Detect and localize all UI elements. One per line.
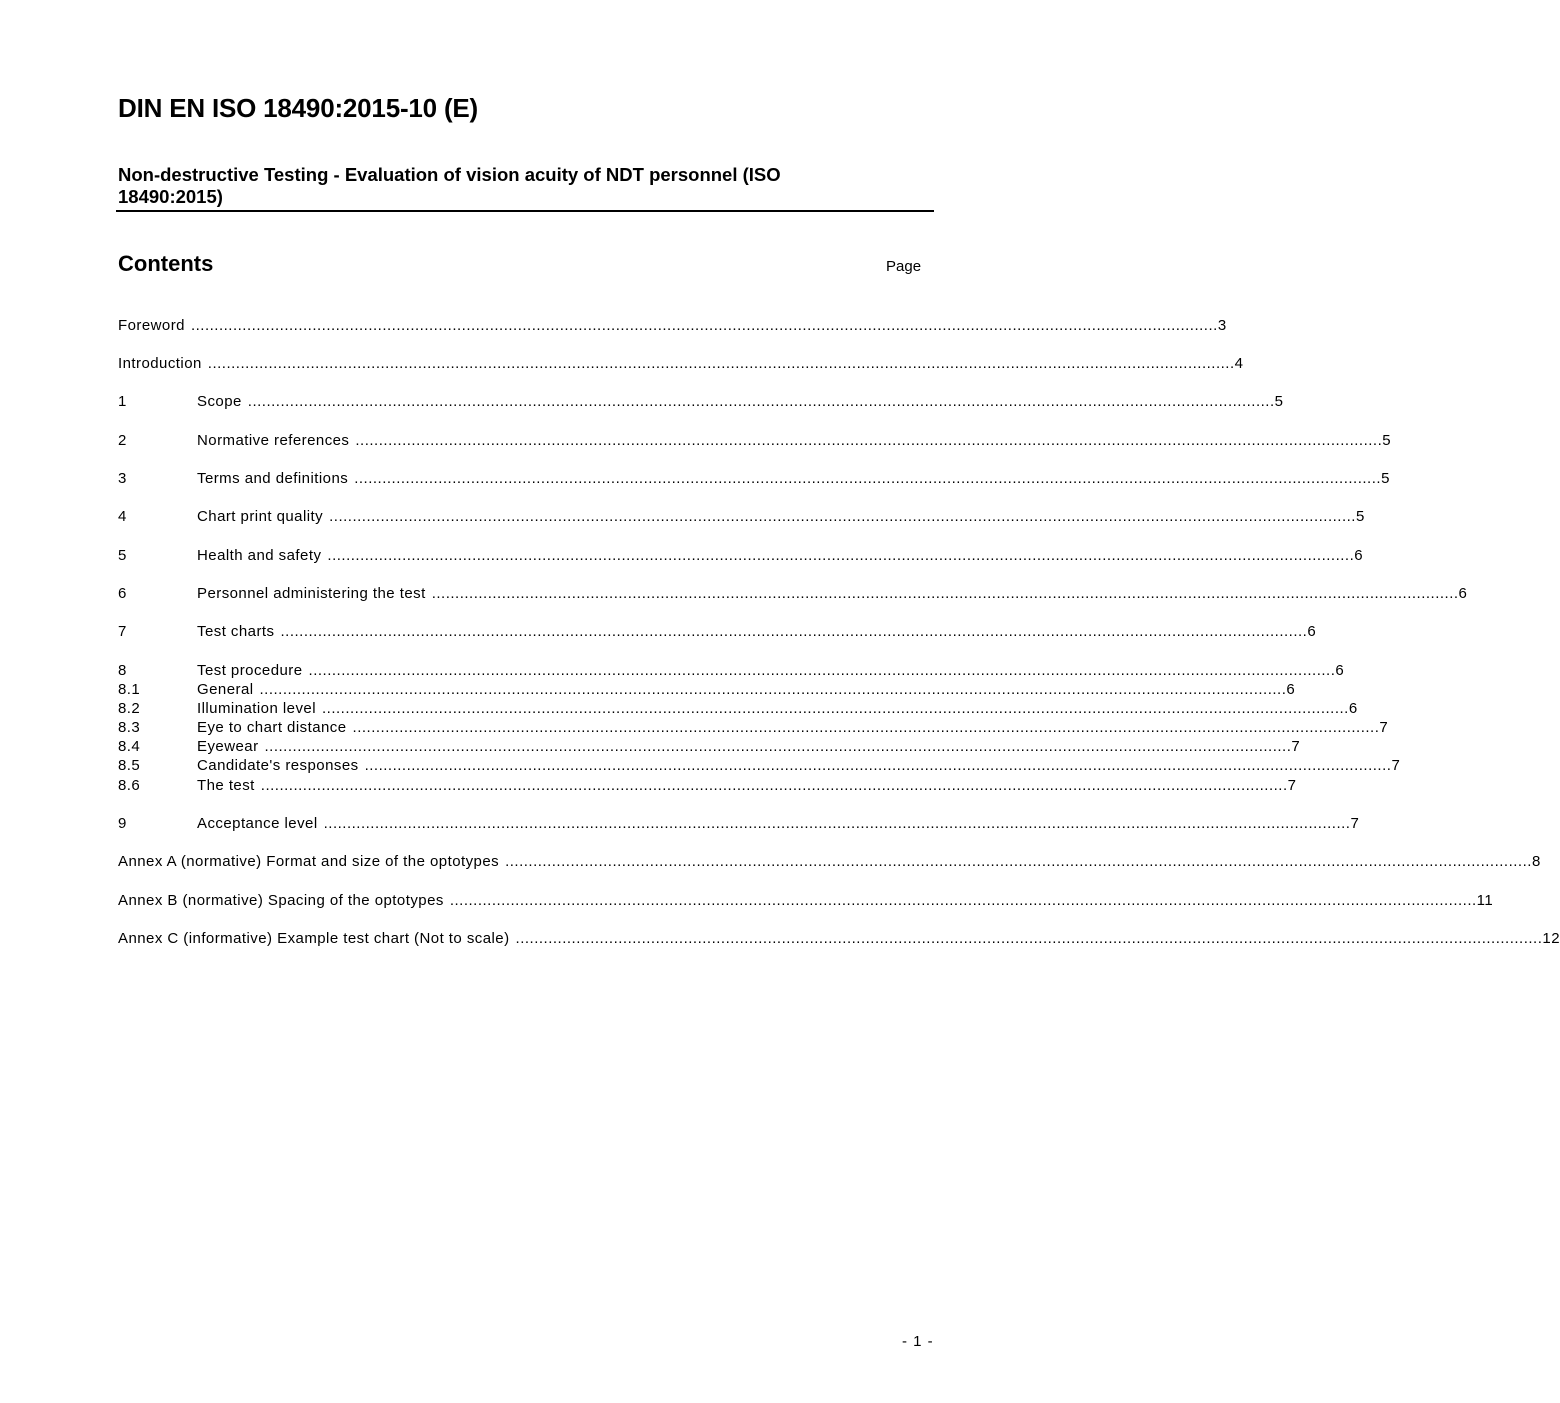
toc-entry-page: 4 bbox=[1234, 355, 1244, 372]
toc-dot-leader: ............................................................................................................................................................................................................................ bbox=[449, 892, 1477, 909]
toc-entry-number: 8.1 bbox=[118, 681, 141, 698]
toc-entry-title: Acceptance level bbox=[197, 815, 318, 832]
toc-entry-page: 7 bbox=[1291, 738, 1301, 755]
footer-page-number: - 1 - bbox=[902, 1333, 934, 1350]
toc-entry-title: Foreword bbox=[118, 317, 185, 334]
toc-entry-page: 12 bbox=[1542, 930, 1560, 947]
toc-entry-number: 8.2 bbox=[118, 700, 141, 717]
toc-entry[interactable] bbox=[118, 737, 1301, 756]
toc-entry-number: 8.6 bbox=[118, 777, 141, 794]
toc-entry[interactable] bbox=[118, 546, 1364, 565]
toc-dot-leader: ............................................................................................................................................................................................................................ bbox=[308, 662, 1336, 679]
toc-entry[interactable] bbox=[118, 661, 1345, 680]
toc-entry-title: Terms and definitions bbox=[197, 470, 349, 487]
toc-dot-leader: ............................................................................................................................................................................................................................ bbox=[352, 719, 1380, 736]
toc-entry-title: Test procedure bbox=[197, 662, 303, 679]
toc-entry-title: Candidate's responses bbox=[197, 757, 359, 774]
document-title: Non-destructive Testing - Evaluation of vision acuity of NDT personnel (ISO 18490:2015) bbox=[118, 164, 781, 207]
toc-dot-leader: ............................................................................................................................................................................................................................ bbox=[329, 508, 1356, 525]
toc-entry-title: Annex C (informative) Example test chart (Not to scale) bbox=[118, 930, 510, 947]
page-column-label: Page bbox=[886, 258, 922, 275]
toc-entry-page: 6 bbox=[1335, 662, 1345, 679]
toc-entry-title: Eyewear bbox=[197, 738, 259, 755]
toc-dot-leader: ............................................................................................................................................................................................................................ bbox=[322, 700, 1349, 717]
toc-entry-page: 6 bbox=[1307, 623, 1317, 640]
toc-entry[interactable] bbox=[118, 852, 1541, 871]
toc-entry-title: Personnel administering the test bbox=[197, 585, 426, 602]
title-divider bbox=[116, 210, 934, 212]
toc-entry-number: 4 bbox=[118, 508, 127, 525]
toc-entry-number: 3 bbox=[118, 470, 127, 487]
toc-entry-number: 8.5 bbox=[118, 757, 141, 774]
toc-entry-page: 5 bbox=[1274, 393, 1284, 410]
toc-entry[interactable] bbox=[118, 392, 1284, 411]
toc-entry-page: 7 bbox=[1379, 719, 1389, 736]
toc-entry[interactable] bbox=[118, 699, 1358, 718]
toc-entry-number: 5 bbox=[118, 547, 127, 564]
toc-entry-page: 6 bbox=[1348, 700, 1358, 717]
toc-dot-leader: ............................................................................................................................................................................................................................ bbox=[431, 585, 1459, 602]
toc-entry-title: General bbox=[197, 681, 254, 698]
toc-dot-leader: ............................................................................................................................................................................................................................ bbox=[515, 930, 1543, 947]
toc-entry[interactable] bbox=[118, 814, 1360, 833]
toc-entry-page: 6 bbox=[1458, 585, 1468, 602]
toc-entry[interactable] bbox=[118, 680, 1296, 699]
toc-entry-number: 9 bbox=[118, 815, 127, 832]
toc-dot-leader: ............................................................................................................................................................................................................................ bbox=[327, 547, 1355, 564]
document-id: DIN EN ISO 18490:2015-10 (E) bbox=[118, 93, 479, 123]
toc-entry-page: 5 bbox=[1382, 432, 1392, 449]
toc-entry-title: Scope bbox=[197, 393, 242, 410]
toc-entry-title: Annex A (normative) Format and size of the optotypes bbox=[118, 853, 500, 870]
toc-entry[interactable] bbox=[118, 469, 1390, 488]
toc-entry[interactable] bbox=[118, 776, 1297, 795]
toc-entry-page: 7 bbox=[1287, 777, 1297, 794]
toc-entry-page: 8 bbox=[1531, 853, 1541, 870]
toc-dot-leader: ............................................................................................................................................................................................................................ bbox=[247, 393, 1275, 410]
toc-entry-title: Test charts bbox=[197, 623, 275, 640]
toc-entry-page: 6 bbox=[1354, 547, 1364, 564]
toc-entry[interactable] bbox=[118, 622, 1317, 641]
toc-dot-leader: ............................................................................................................................................................................................................................ bbox=[323, 815, 1351, 832]
toc-dot-leader: ............................................................................................................................................................................................................................ bbox=[259, 681, 1287, 698]
toc-entry-page: 5 bbox=[1381, 470, 1390, 487]
contents-heading: Contents bbox=[118, 251, 214, 276]
toc-entry-title: The test bbox=[197, 777, 255, 794]
toc-entry[interactable] bbox=[118, 756, 1401, 775]
toc-entry-title: Illumination level bbox=[197, 700, 316, 717]
toc-entry-number: 8.3 bbox=[118, 719, 141, 736]
toc-entry-number: 8.4 bbox=[118, 738, 141, 755]
toc-entry-number: 1 bbox=[118, 393, 127, 410]
toc-dot-leader: ............................................................................................................................................................................................................................ bbox=[190, 317, 1218, 334]
toc-entry[interactable] bbox=[118, 316, 1227, 335]
toc-entry[interactable] bbox=[118, 507, 1365, 526]
toc-entry-number: 8 bbox=[118, 662, 127, 679]
toc-entry-title: Introduction bbox=[118, 355, 202, 372]
toc-entry[interactable] bbox=[118, 584, 1468, 603]
toc-entry-number: 7 bbox=[118, 623, 127, 640]
toc-entry-title: Eye to chart distance bbox=[197, 719, 347, 736]
toc-entry[interactable] bbox=[118, 891, 1494, 910]
toc-entry-number: 2 bbox=[118, 432, 127, 449]
toc-entry-page: 6 bbox=[1286, 681, 1296, 698]
toc-entry-number: 6 bbox=[118, 585, 127, 602]
toc-entry-page: 7 bbox=[1391, 757, 1401, 774]
toc-dot-leader: ............................................................................................................................................................................................................................ bbox=[207, 355, 1235, 372]
toc-entry[interactable] bbox=[118, 718, 1389, 737]
toc-entry-title: Normative references bbox=[197, 432, 350, 449]
toc-entry-page: 3 bbox=[1217, 317, 1227, 334]
toc-dot-leader: ............................................................................................................................................................................................................................ bbox=[260, 777, 1288, 794]
toc-entry[interactable] bbox=[118, 354, 1244, 373]
toc-entry-title: Annex B (normative) Spacing of the optotypes bbox=[118, 892, 444, 909]
toc-entry[interactable] bbox=[118, 929, 1560, 948]
toc-entry[interactable] bbox=[118, 431, 1392, 450]
toc-entry-page: 11 bbox=[1476, 892, 1494, 909]
toc-entry-page: 5 bbox=[1355, 508, 1365, 525]
toc-entry-page: 7 bbox=[1350, 815, 1360, 832]
toc-dot-leader: ............................................................................................................................................................................................................................ bbox=[505, 853, 1532, 870]
toc-dot-leader: ............................................................................................................................................................................................................................ bbox=[364, 757, 1392, 774]
toc-dot-leader: ............................................................................................................................................................................................................................ bbox=[354, 470, 1382, 487]
toc-dot-leader: ............................................................................................................................................................................................................................ bbox=[264, 738, 1292, 755]
toc-entry-title: Chart print quality bbox=[197, 508, 324, 525]
toc-dot-leader: ............................................................................................................................................................................................................................ bbox=[280, 623, 1308, 640]
toc-dot-leader: ............................................................................................................................................................................................................................ bbox=[355, 432, 1383, 449]
toc-entry-title: Health and safety bbox=[197, 547, 322, 564]
